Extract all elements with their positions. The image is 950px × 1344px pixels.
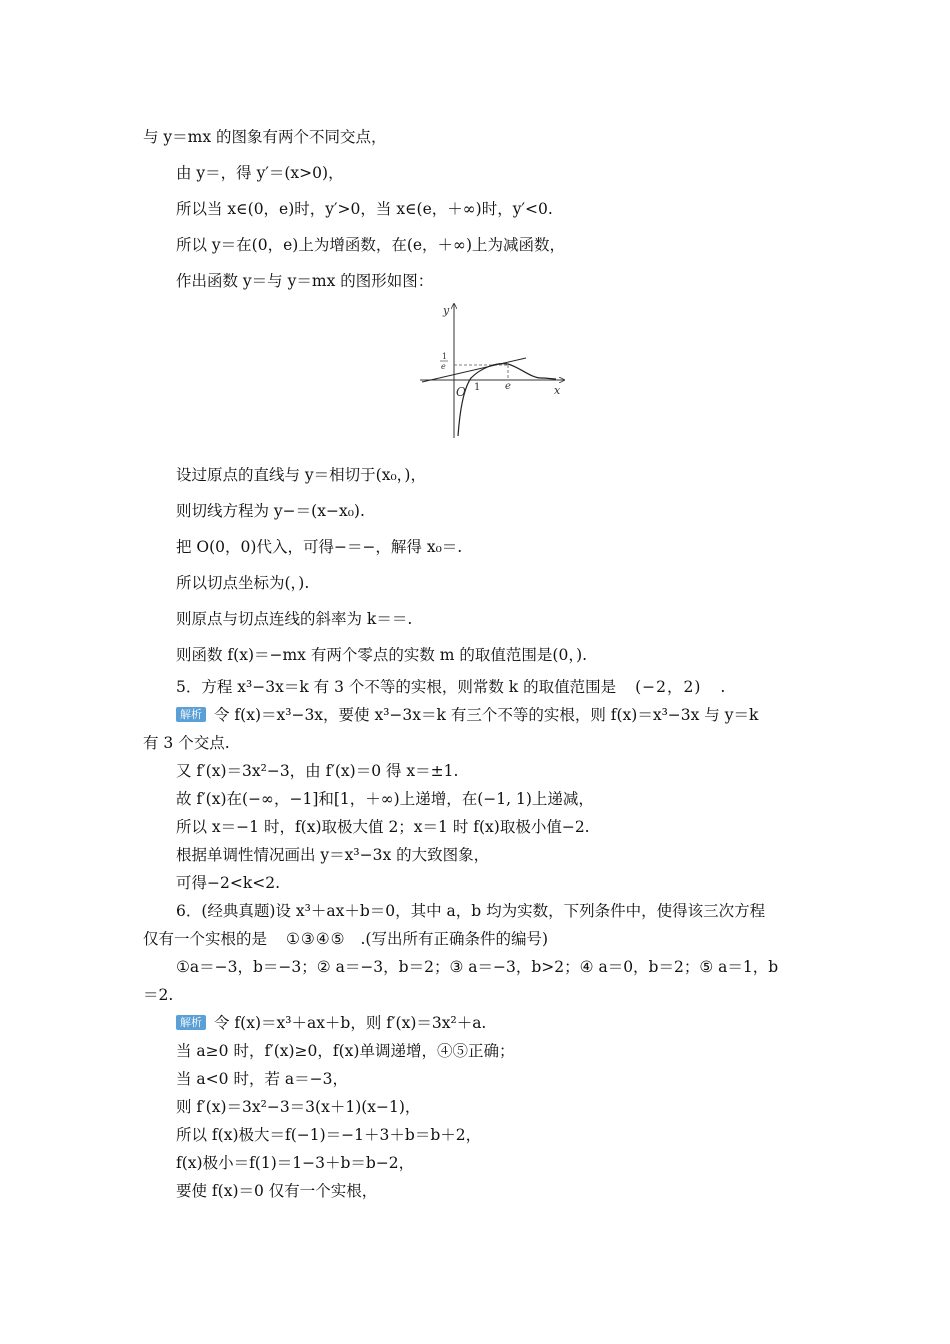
text-line: 作出函数 y＝与 y＝mx 的图形如图： [176, 272, 434, 290]
text-line: 则切线方程为 y−＝(x−x₀). [176, 502, 365, 520]
text-line: 可得−2<k<2. [176, 874, 281, 892]
frac-denominator: e [441, 362, 446, 371]
question-6-cont [143, 929, 548, 949]
text-line: 当 a≥0 时，f′(x)≥0，f(x)单调递增，④⑤正确； [176, 1042, 515, 1060]
question-5-text: 5．方程 x³−3x＝k 有 3 个不等的实根，则常数 k 的取值范围是 [176, 678, 617, 696]
tangent-line [422, 358, 526, 382]
analysis-6 [176, 1013, 486, 1033]
text-line: 由 y＝，得 y′＝(x>0)， [176, 164, 344, 182]
question-5-answer: (−2，2) [635, 678, 702, 696]
origin-label: O [456, 385, 466, 399]
analysis-badge: 解析 [176, 1015, 206, 1030]
text-line: 设过原点的直线与 y＝相切于(x₀，)， [176, 466, 426, 484]
analysis-5 [176, 705, 758, 725]
text-line: 所以 x＝−1 时，f(x)取极大值 2；x＝1 时 f(x)取极小值−2. [176, 818, 590, 836]
text-line: 则函数 f(x)＝−mx 有两个零点的实数 m 的取值范围是(0，). [176, 646, 588, 664]
text-line: 所以当 x∈(0，e)时，y′>0，当 x∈(e，＋∞)时，y′<0. [176, 200, 553, 218]
analysis-badge: 解析 [176, 707, 206, 722]
analysis-text: 令 f(x)＝x³＋ax＋b，则 f′(x)＝3x²＋a. [214, 1014, 487, 1032]
x-axis-label: x [554, 384, 561, 397]
text-line: 当 a<0 时，若 a＝−3， [176, 1070, 348, 1088]
text-line: 又 f′(x)＝3x²−3，由 f′(x)＝0 得 x＝±1. [176, 762, 459, 780]
text-line: ①a＝−3，b＝−3；② a＝−3，b＝2；③ a＝−3，b>2；④ a＝0，b＝2；⑤ a＝1，b [176, 958, 779, 976]
text-line: 有 3 个交点. [143, 734, 230, 752]
question-6: 6．(经典真题)设 x³＋ax＋b＝0，其中 a，b 均为实数，下列条件中，使得该三次方程 [176, 902, 766, 920]
y-axis-label: y [443, 304, 450, 317]
text-line: ＝2. [143, 986, 174, 1004]
one-tick-label: 1 [474, 382, 481, 393]
text-line: 则原点与切点连线的斜率为 k＝＝. [176, 610, 413, 628]
text-line: 故 f′(x)在(−∞，−1]和[1，＋∞)上递增，在(−1, 1)上递减， [176, 790, 594, 808]
analysis-text: 令 f(x)＝x³−3x，要使 x³−3x＝k 有三个不等的实根，则 f(x)＝x³−3x 与 y＝k [214, 706, 759, 724]
text-line: 与 y＝mx 的图象有两个不同交点， [143, 128, 387, 146]
text-line: f(x)极小＝f(1)＝1−3＋b＝b−2， [176, 1154, 415, 1172]
function-graph [416, 298, 568, 440]
text-line: 所以 f(x)极大＝f(−1)＝−1＋3＋b＝b＋2， [176, 1126, 482, 1144]
text-line: 所以 y＝在(0，e)上为增函数，在(e，＋∞)上为减函数， [176, 236, 565, 254]
curve-lnx-over-x [458, 364, 556, 436]
question-6-text: 仅有一个实根的是 [143, 930, 268, 948]
question-5 [176, 677, 725, 697]
question-5-end: . [720, 678, 726, 696]
text-line: 把 O(0，0)代入，可得−＝−，解得 x₀＝. [176, 538, 463, 556]
question-6-end: .(写出所有正确条件的编号) [360, 930, 549, 948]
e-tick-label: e [505, 381, 511, 392]
text-line: 根据单调性情况画出 y＝x³−3x 的大致图象， [176, 846, 490, 864]
text-line: 要使 f(x)＝0 仅有一个实根， [176, 1182, 378, 1200]
frac-numerator: 1 [442, 352, 448, 361]
text-line: 则 f′(x)＝3x²−3＝3(x＋1)(x−1)， [176, 1098, 421, 1116]
text-line: 所以切点坐标为(，). [176, 574, 310, 592]
question-6-answer: ①③④⑤ [285, 930, 346, 948]
